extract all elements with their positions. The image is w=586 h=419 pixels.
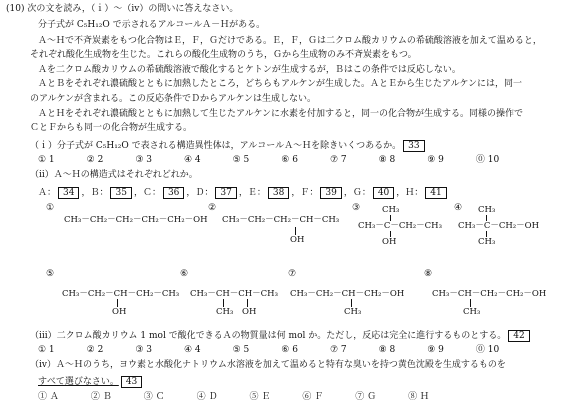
structure-4-top: CH₃ <box>478 205 496 215</box>
option[interactable]: ⑦ 7 <box>329 155 347 165</box>
question-4-line2 <box>38 376 144 388</box>
structure-mark: ④ <box>454 203 463 213</box>
answer-box-34[interactable]: 34 <box>58 187 79 199</box>
question-1 <box>30 140 427 152</box>
answer-box-42[interactable]: 42 <box>508 330 529 342</box>
answer-box-41[interactable]: 41 <box>425 187 446 199</box>
question-3-options <box>38 346 531 355</box>
structure-3: CH₃－C－CH₂－CH₃ <box>358 221 442 231</box>
answer-box-43[interactable]: 43 <box>121 376 142 388</box>
label-c: ，Ｃ： <box>133 188 161 198</box>
option[interactable]: ② 2 <box>86 345 104 355</box>
question-2-answers <box>38 187 449 199</box>
passage-line: Ａを二クロム酸カリウムの希硫酸溶液で酸化するとケトンが生成するが，Ｂはこの条件では反応しない。 <box>38 65 461 75</box>
answer-box-33[interactable]: 33 <box>403 140 424 152</box>
question-2-text: （ii）Ａ～Ｈの構造式はそれぞれどれか。 <box>30 170 198 180</box>
structure-8: CH₃－CH－CH₂－CH₂－OH <box>432 289 547 299</box>
passage-line: 分子式が C₅H₁₂O で示されるアルコールＡ－Ｈがある。 <box>38 20 266 30</box>
structure-4: CH₃－C－CH₂－OH <box>458 221 540 231</box>
structure-5: CH₃－CH₂－CH－CH₂－CH₃ <box>62 289 180 299</box>
question-4-options <box>38 393 461 402</box>
option[interactable]: ⑧ Ｈ <box>408 392 429 402</box>
label-a: Ａ： <box>38 188 57 198</box>
answer-box-37[interactable]: 37 <box>215 187 236 199</box>
bond-line <box>351 299 352 307</box>
structure-1: CH₃－CH₂－CH₂－CH₂－CH₂－OH <box>64 215 208 225</box>
passage-line: ＡとＢをそれぞれ濃硫酸とともに加熱したところ，どちらもアルケンが生成した。ＡとＥから生じたアルケンには，同一 <box>38 79 523 89</box>
option[interactable]: ⑨ 9 <box>427 345 444 355</box>
structure-mark: ⑥ <box>180 269 189 279</box>
question-1-options <box>38 156 531 165</box>
option[interactable]: ② Ｂ <box>90 392 112 402</box>
bond-line <box>117 299 118 307</box>
option[interactable]: ② 2 <box>86 155 104 165</box>
structure-6-ch3: CH₃ <box>216 307 234 317</box>
option[interactable]: ③ 3 <box>135 345 152 355</box>
structure-5-oh: OH <box>112 307 127 317</box>
option[interactable]: ⑥ 6 <box>281 345 298 355</box>
option[interactable]: ③ Ｃ <box>143 392 165 402</box>
label-f: ，Ｆ： <box>291 188 319 198</box>
structure-mark: ⑧ <box>424 269 433 279</box>
label-e: ，Ｅ： <box>238 188 266 198</box>
label-d: ，Ｄ： <box>186 188 214 198</box>
bond-line <box>295 227 296 235</box>
option[interactable]: ① 1 <box>38 155 55 165</box>
option[interactable]: ④ 4 <box>183 345 201 355</box>
option[interactable]: ④ Ｄ <box>196 392 218 402</box>
passage-line: ＣとＦからも同一の化合物が生成する。 <box>30 123 193 133</box>
option[interactable]: ⑤ Ｅ <box>249 392 271 402</box>
structure-7-ch3: CH₃ <box>344 307 362 317</box>
option[interactable]: ⓪ 10 <box>475 345 500 355</box>
structure-6: CH₃－CH－CH－CH₃ <box>190 289 278 299</box>
label-b: ，Ｂ： <box>81 188 109 198</box>
passage-line: Ａ～Ｈで不斉炭素をもつ化合物はＥ，Ｆ，Ｇだけである。Ｅ，Ｆ，Ｇは二クロム酸カリウムの希硫酸溶液を加えて温めると， <box>38 36 542 46</box>
option[interactable]: ⑤ 5 <box>232 345 250 355</box>
passage-line: ＡとＨをそれぞれ濃硫酸とともに加熱して生じたアルケンに水素を付加すると，同一の化合物が生成する。同様の操作で <box>38 109 524 119</box>
option[interactable]: ⑧ 8 <box>378 345 396 355</box>
structure-mark: ② <box>208 203 217 213</box>
label-h: ，Ｈ： <box>396 188 424 198</box>
bond-line <box>223 299 224 307</box>
structure-2: CH₃－CH₂－CH₂－CH－CH₃ <box>222 215 340 225</box>
option[interactable]: ⑦ 7 <box>329 345 347 355</box>
problem-header: (10) 次の文を読み，（ｉ）～（iv）の問いに答えなさい。 <box>6 4 239 14</box>
question-1-text: （ｉ）分子式が C₅H₁₂O で表される構造異性体は，アルコールＡ～Ｈを除きいくつあるか。 <box>30 141 402 151</box>
structure-mark: ⑦ <box>288 269 297 279</box>
structure-4-bottom: CH₃ <box>478 237 496 247</box>
option[interactable]: ① 1 <box>38 345 55 355</box>
structure-2-oh: OH <box>290 235 305 245</box>
option[interactable]: ⑨ 9 <box>427 155 444 165</box>
option[interactable]: ③ 3 <box>135 155 152 165</box>
bond-line <box>470 299 471 307</box>
structure-mark: ⑤ <box>46 269 55 279</box>
option[interactable]: ⑥ 6 <box>281 155 298 165</box>
question-4-text: （iv）Ａ～Ｈのうち，ヨウ素と水酸化ナトリウム水溶液を加えて温めると特有な臭いを持つ黄色沈殿を生成するものを <box>30 360 506 370</box>
structure-6-oh: OH <box>242 307 257 317</box>
structure-3-top: CH₃ <box>382 205 400 215</box>
question-3-text: （iii）二クロム酸カリウム 1 mol で酸化できるＡの物質量は何 mol か。ただし，反応は完全に進行するものとする。 <box>30 331 507 341</box>
answer-box-38[interactable]: 38 <box>268 187 289 199</box>
option[interactable]: ⑥ Ｆ <box>302 392 324 402</box>
option[interactable]: ⑦ Ｇ <box>355 392 377 402</box>
option[interactable]: ⑤ 5 <box>232 155 250 165</box>
structure-8-ch3: CH₃ <box>463 307 481 317</box>
structure-mark: ③ <box>352 203 361 213</box>
option[interactable]: ⑧ 8 <box>378 155 396 165</box>
structure-mark: ① <box>46 203 55 213</box>
answer-box-36[interactable]: 36 <box>163 187 184 199</box>
structure-3-bottom: OH <box>382 237 397 247</box>
passage-line: のアルケンが含まれる。この反応条件でＤからアルケンは生成しない。 <box>30 94 317 104</box>
structure-7: CH₃－CH₂－CH－CH₂－OH <box>290 289 405 299</box>
answer-box-40[interactable]: 40 <box>373 187 394 199</box>
bond-line <box>247 299 248 307</box>
option[interactable]: ⓪ 10 <box>475 155 500 165</box>
option[interactable]: ④ 4 <box>183 155 201 165</box>
label-g: ，Ｇ： <box>343 188 371 198</box>
question-4-text2: すべて選びなさい。 <box>38 377 119 387</box>
passage-line: それぞれ酸化生成物を生じた。これらの酸化生成物のうち，Ｇから生成物のみ不斉炭素をもつ。 <box>30 50 417 60</box>
answer-box-39[interactable]: 39 <box>320 187 341 199</box>
answer-box-35[interactable]: 35 <box>110 187 131 199</box>
question-3 <box>30 330 532 342</box>
option[interactable]: ① Ａ <box>38 392 59 402</box>
